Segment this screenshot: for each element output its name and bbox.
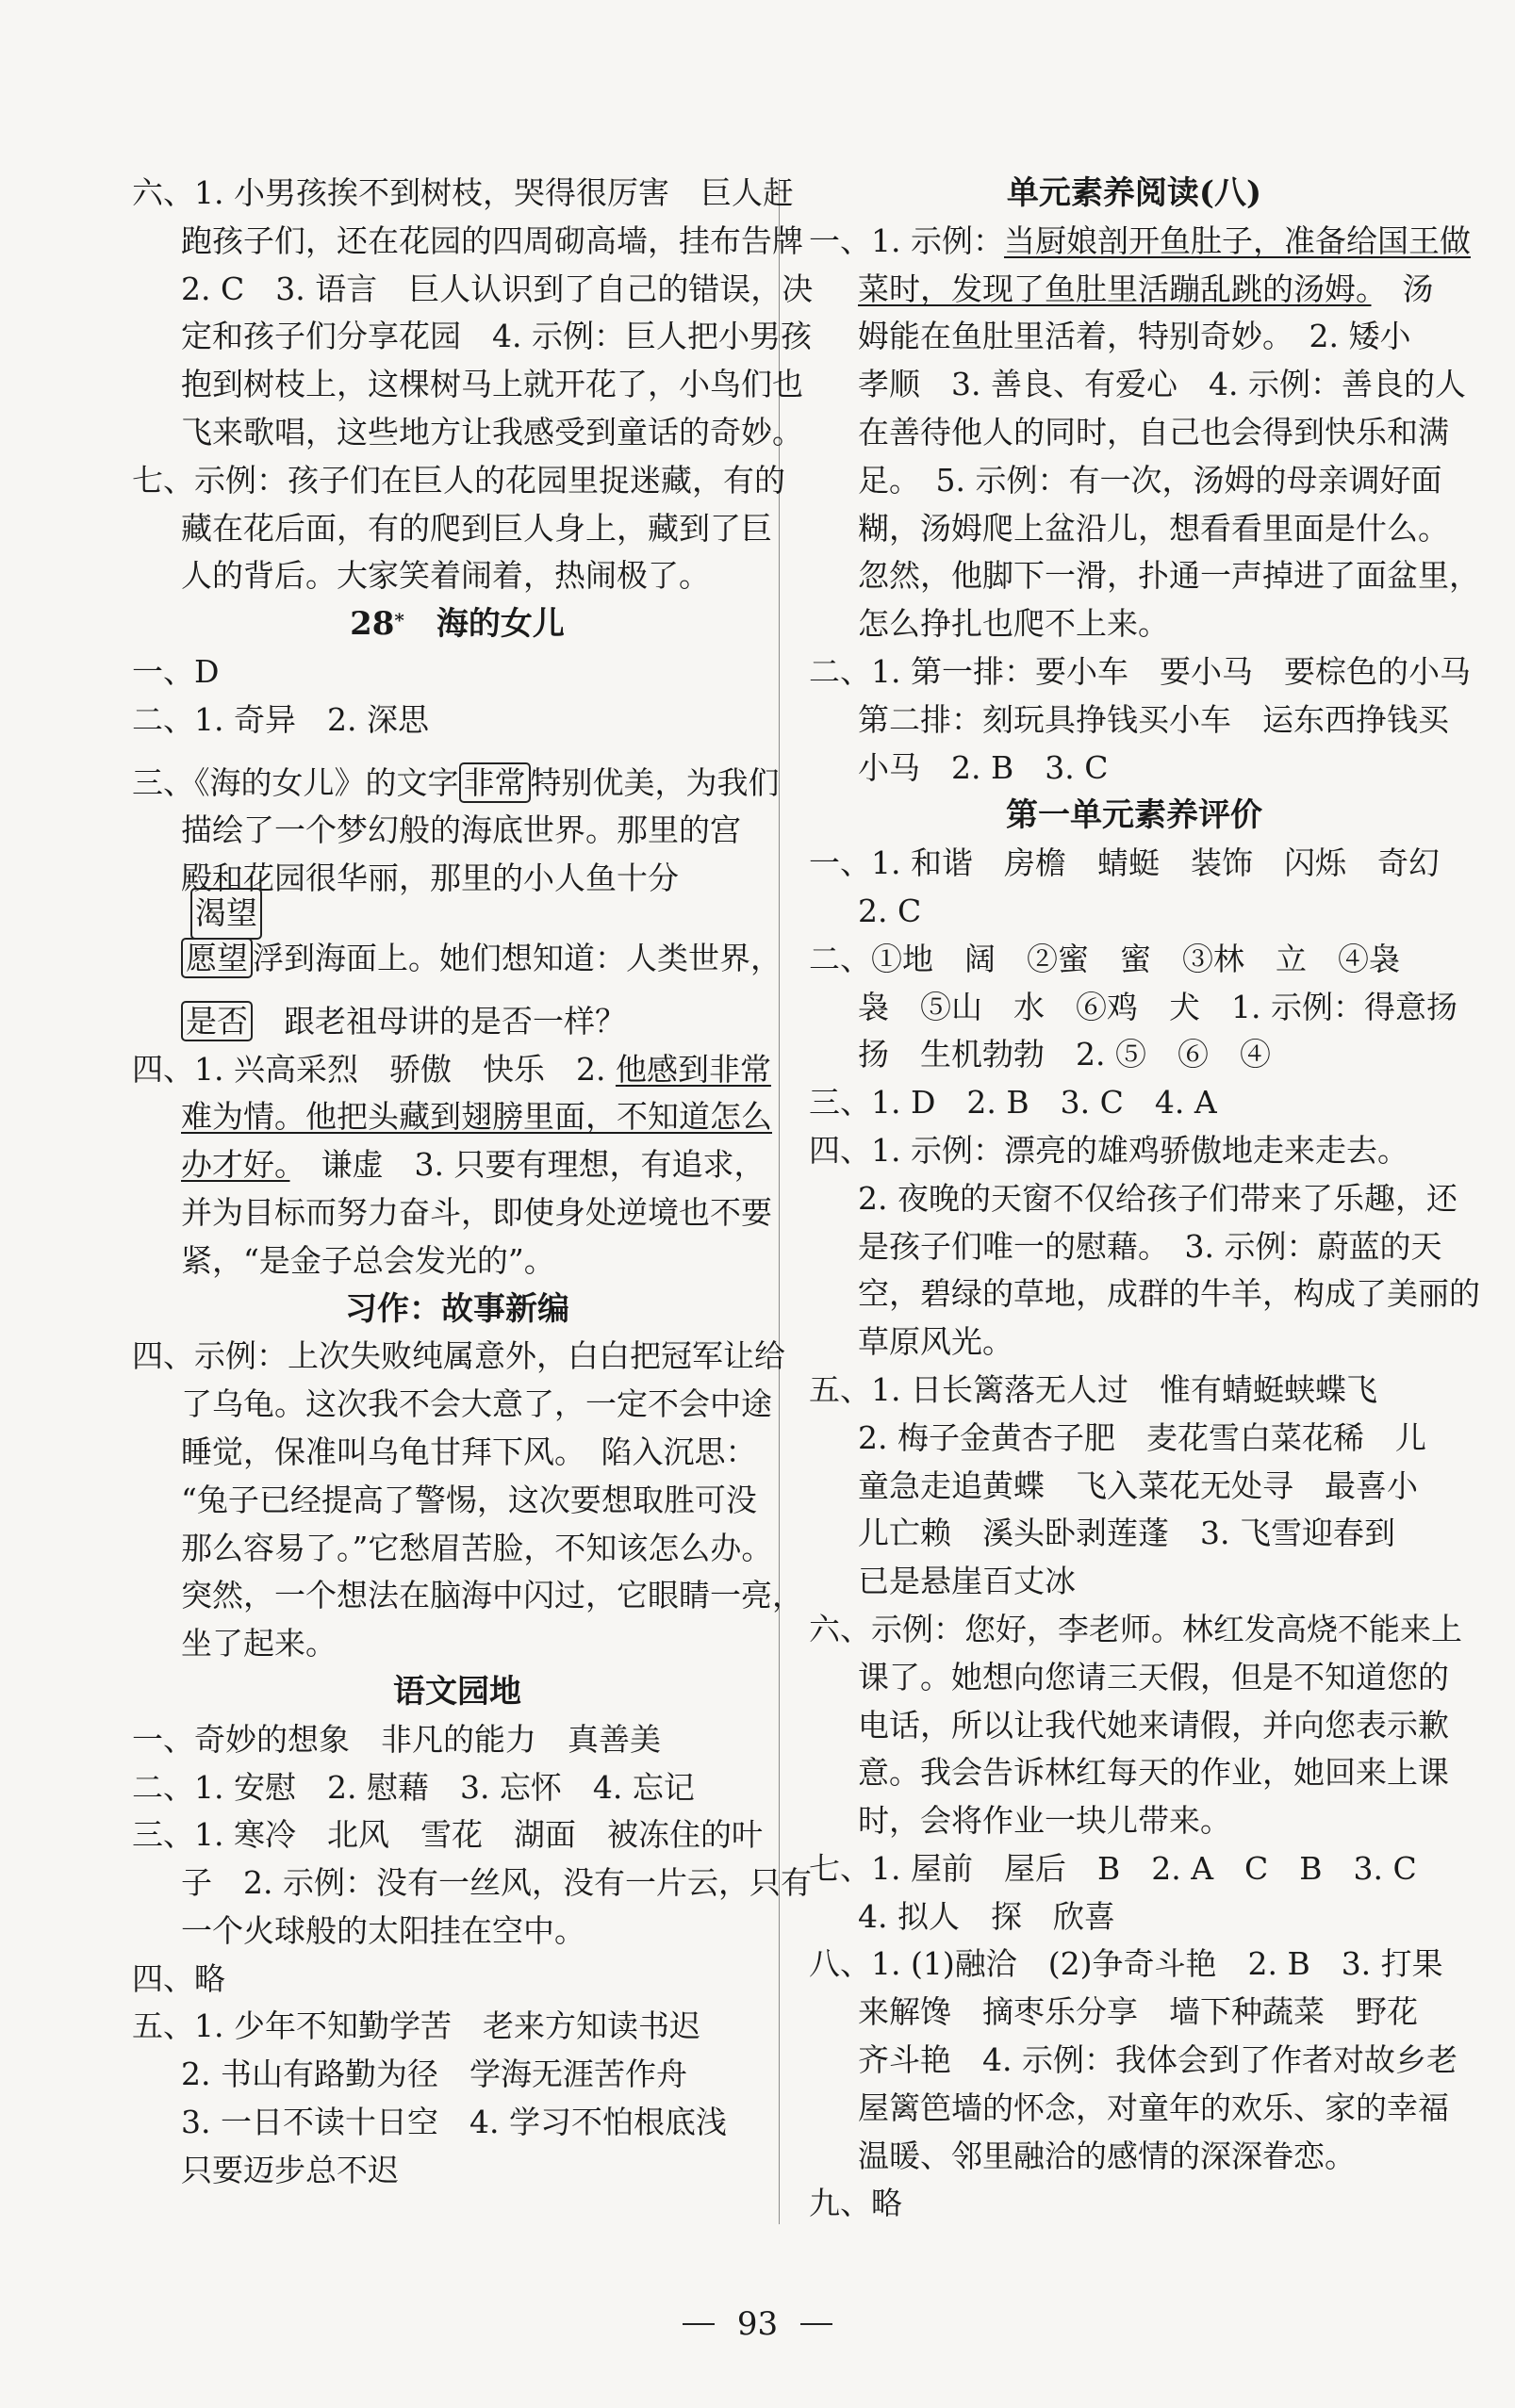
text-line: 扬 生机勃勃 2. ⑤ ⑥ ④ <box>858 1036 1271 1073</box>
text-line: 七、1. 屋前 屋后 B 2. A C B 3. C <box>809 1849 1417 1887</box>
text-line: 2. 夜晚的天窗不仅给孩子们带来了乐趣，还 <box>858 1179 1457 1217</box>
text-line: 一个火球般的太阳挂在空中。 <box>181 1911 585 1949</box>
text-line: 人的背后。大家笑着闹着，热闹极了。 <box>181 557 710 595</box>
text-line: 殿和花园很华丽，那里的小人鱼十分 <box>181 860 679 897</box>
text-line: 已是悬崖百丈冰 <box>858 1563 1076 1600</box>
right-column <box>809 170 1480 2228</box>
text-line: 课了。她想向您请三天假，但是不知道您的 <box>858 1658 1449 1695</box>
text-line: 八、1. (1)融洽 (2)争奇斗艳 2. B 3. 打果 <box>809 1945 1443 1983</box>
answer-reading-q1 <box>809 218 1480 648</box>
text-line: 五、1. 少年不知勤学苦 老来方知读书迟 <box>132 2007 700 2045</box>
text-line: 四、略 <box>132 1959 225 1997</box>
text-segment: 一、1. 示例： <box>809 221 1004 259</box>
text-line: 那么容易了。”它愁眉苦脸，不知该怎么办。 <box>181 1529 773 1566</box>
text-line: 四、1. 示例：漂亮的雄鸡骄傲地走来走去。 <box>809 1131 1408 1169</box>
text-line: 一、奇妙的想象 非凡的能力 真善美 <box>132 1720 661 1758</box>
text-line: 子 2. 示例：没有一丝风，没有一片云，只有 <box>181 1864 812 1902</box>
text-line: 足。 5. 示例：有一次，汤姆的母亲调好面 <box>858 461 1442 499</box>
unit-evaluation-title: 第一单元素养评价 <box>1006 796 1262 835</box>
text-segment: 四、1. 兴高采烈 骄傲 快乐 2. <box>132 1050 616 1088</box>
underlined-text: 办才好。 <box>181 1146 290 1184</box>
page-footer <box>0 2303 1515 2343</box>
text-line: 五、1. 日长篱落无人过 惟有蜻蜓蛱蝶飞 <box>809 1370 1377 1408</box>
text-line: 二、①地 阔 ②蜜 蜜 ③林 立 ④袅 <box>809 940 1400 977</box>
text-line: 电话，所以让我代她来请假，并向您表示歉 <box>858 1706 1449 1744</box>
text-line: 坐了起来。 <box>181 1625 337 1663</box>
page-number: 93 <box>736 2305 779 2343</box>
text-line: 孝顺 3. 善良、有爱心 4. 示例：善良的人 <box>858 366 1466 403</box>
text-line: 时，会将作业一块儿带来。 <box>858 1802 1231 1840</box>
text-line: 描绘了一个梦幻般的海底世界。那里的宫 <box>181 811 741 849</box>
text-line: 定和孩子们分享花园 4. 示例：巨人把小男孩 <box>181 318 812 355</box>
underlined-text: 当厨娘剖开鱼肚子，准备给国王做 <box>1003 221 1471 259</box>
text-line: 六、示例：您好，李老师。林红发高烧不能来上 <box>809 1610 1462 1647</box>
text-line: 三、1. 寒冷 北风 雪花 湖面 被冻住的叶 <box>132 1816 763 1854</box>
text-line: 忽然，他脚下一滑，扑通一声掉进了面盆里， <box>858 557 1480 595</box>
corrected-word-box: 是否 <box>181 1001 253 1041</box>
text-line: 2. C 3. 语言 巨人认识到了自己的错误，决 <box>181 270 814 307</box>
text-line: 四、示例：上次失败纯属意外，白白把冠军让给 <box>132 1337 785 1375</box>
text-line: 意。我会告诉林红每天的作业，她回来上课 <box>858 1754 1449 1792</box>
text-line: 并为目标而努力奋斗，即使身处逆境也不要 <box>181 1193 772 1231</box>
text-line: 童急走追黄蝶 飞入菜花无处寻 最喜小 <box>858 1466 1418 1504</box>
answer-xizuo <box>132 1333 803 1668</box>
text-line: 来解馋 摘枣乐分享 墙下种蔬菜 野花 <box>858 1993 1418 2031</box>
text-line: 2. C <box>858 892 922 929</box>
lesson-name: 海的女儿 <box>436 605 565 644</box>
text-line: 袅 ⑤山 水 ⑥鸡 犬 1. 示例：得意扬 <box>858 988 1457 1025</box>
text-line: 齐斗艳 4. 示例：我体会到了作者对故乡老 <box>858 2041 1457 2079</box>
text-line: 一、1. 和谐 房檐 蜻蜓 装饰 闪烁 奇幻 <box>809 844 1440 882</box>
lesson-mark: * <box>394 609 404 632</box>
text-segment: 浮到海面上。她们想知道：人类世界， <box>253 939 782 976</box>
text-line: 突然，一个想法在脑海中闪过，它眼睛一亮， <box>181 1577 803 1614</box>
text-line: 3. 一日不读十日空 4. 学习不怕根底浅 <box>181 2104 727 2141</box>
footer-dash-right <box>800 2323 832 2325</box>
text-line: 三、1. D 2. B 3. C 4. A <box>809 1084 1217 1122</box>
text-segment: 汤 <box>1371 270 1434 307</box>
footer-dash-left <box>683 2323 715 2325</box>
corrected-word-box: 愿望 <box>181 938 253 978</box>
text-line: 在善待他人的同时，自己也会得到快乐和满 <box>858 413 1449 450</box>
text-segment: 谦虚 3. 只要有理想，有追求， <box>289 1146 766 1184</box>
text-line: 了乌龟。这次我不会大意了，一定不会中途 <box>181 1385 772 1423</box>
text-line: 藏在花后面，有的爬到巨人身上，藏到了巨 <box>181 509 772 547</box>
text-line: 九、略 <box>809 2185 902 2222</box>
answer-q6 <box>132 170 814 457</box>
text-line: 空，碧绿的草地，成群的牛羊，构成了美丽的 <box>858 1275 1480 1313</box>
text-line: 怎么挣扎也爬不上来。 <box>858 605 1169 643</box>
text-line: 跑孩子们，还在花园的四周砌高墙，挂布告牌 <box>181 221 803 259</box>
answer-evaluation <box>809 840 1480 2228</box>
text-line: 只要迈步总不迟 <box>181 2151 399 2188</box>
text-line: 姆能在鱼肚里活着，特别奇妙。 2. 矮小 <box>858 318 1411 355</box>
text-line: 二、1. 安慰 2. 慰藉 3. 忘怀 4. 忘记 <box>132 1768 695 1806</box>
answer-correction-passage <box>132 760 782 1046</box>
left-column <box>132 170 814 2195</box>
text-line: 六、1. 小男孩挨不到树枝，哭得很厉害 巨人赶 <box>132 174 794 211</box>
text-line: 糊，汤姆爬上盆沿儿，想看看里面是什么。 <box>858 509 1449 547</box>
text-line: 2. 书山有路勤为径 学海无涯苦作舟 <box>181 2056 687 2093</box>
text-line: 二、1. 奇异 2. 深思 <box>132 700 429 738</box>
text-line: 第二排：刻玩具挣钱买小车 运东西挣钱买 <box>858 700 1449 738</box>
yuwen-yuandi-title: 语文园地 <box>393 1672 521 1711</box>
underlined-text: 菜时，发现了鱼肚里活蹦乱跳的汤姆。 <box>858 270 1372 307</box>
lesson-28-title <box>132 600 782 648</box>
text-line: 是孩子们唯一的慰藉。 3. 示例：蔚蓝的天 <box>858 1227 1442 1265</box>
answer-q7 <box>132 457 785 600</box>
text-line: 抱到树枝上，这棵树马上就开花了，小鸟们也 <box>181 366 803 403</box>
underlined-text: 他感到非常 <box>615 1050 771 1088</box>
text-line: 七、示例：孩子们在巨人的花园里捉迷藏，有的 <box>132 461 785 499</box>
correction-word-box: 渴望 <box>190 888 262 940</box>
text-line: 一、D <box>132 652 220 690</box>
text-line: 屋篱笆墙的怀念，对童年的欢乐、家的幸福 <box>858 2089 1449 2126</box>
corrected-word-box: 非常 <box>459 762 531 803</box>
unit-reading-title: 单元素养阅读(八) <box>1006 174 1262 212</box>
xizuo-title: 习作：故事新编 <box>345 1289 569 1328</box>
text-line: 飞来歌唱，这些地方让我感受到童话的奇妙。 <box>181 413 803 450</box>
text-line: 草原风光。 <box>858 1323 1013 1361</box>
text-line: 睡觉，保准叫乌龟甘拜下风。 陷入沉思： <box>181 1433 757 1470</box>
underlined-text: 难为情。他把头藏到翅膀里面，不知道怎么 <box>181 1098 772 1136</box>
text-line: 小马 2. B 3. C <box>858 748 1109 786</box>
text-line: 二、1. 第一排：要小车 要小马 要棕色的小马 <box>809 652 1471 690</box>
lesson-number: 28 <box>350 605 395 644</box>
text-segment: 跟老祖母讲的是否一样？ <box>284 1002 626 1040</box>
text-line: 紧，“是金子总会发光的”。 <box>181 1241 555 1279</box>
answer-yuwen-yuandi <box>132 1716 812 2195</box>
text-segment: 特别优美，为我们 <box>530 763 780 801</box>
text-line: 温暖、邻里融洽的感情的深深眷恋。 <box>858 2137 1356 2174</box>
text-line: 2. 梅子金黄杏子肥 麦花雪白菜花稀 儿 <box>858 1418 1426 1456</box>
text-segment: 三、《海的女儿》的文字 <box>132 763 459 801</box>
text-line: “兔子已经提高了警惕，这次要想取胜可没 <box>181 1481 757 1518</box>
answer-reading-q2 <box>809 648 1471 792</box>
text-line: 儿亡赖 溪头卧剥莲蓬 3. 飞雪迎春到 <box>858 1515 1395 1552</box>
text-line: 4. 拟人 探 欣喜 <box>858 1897 1115 1935</box>
answer-l28-q4 <box>132 1046 782 1286</box>
